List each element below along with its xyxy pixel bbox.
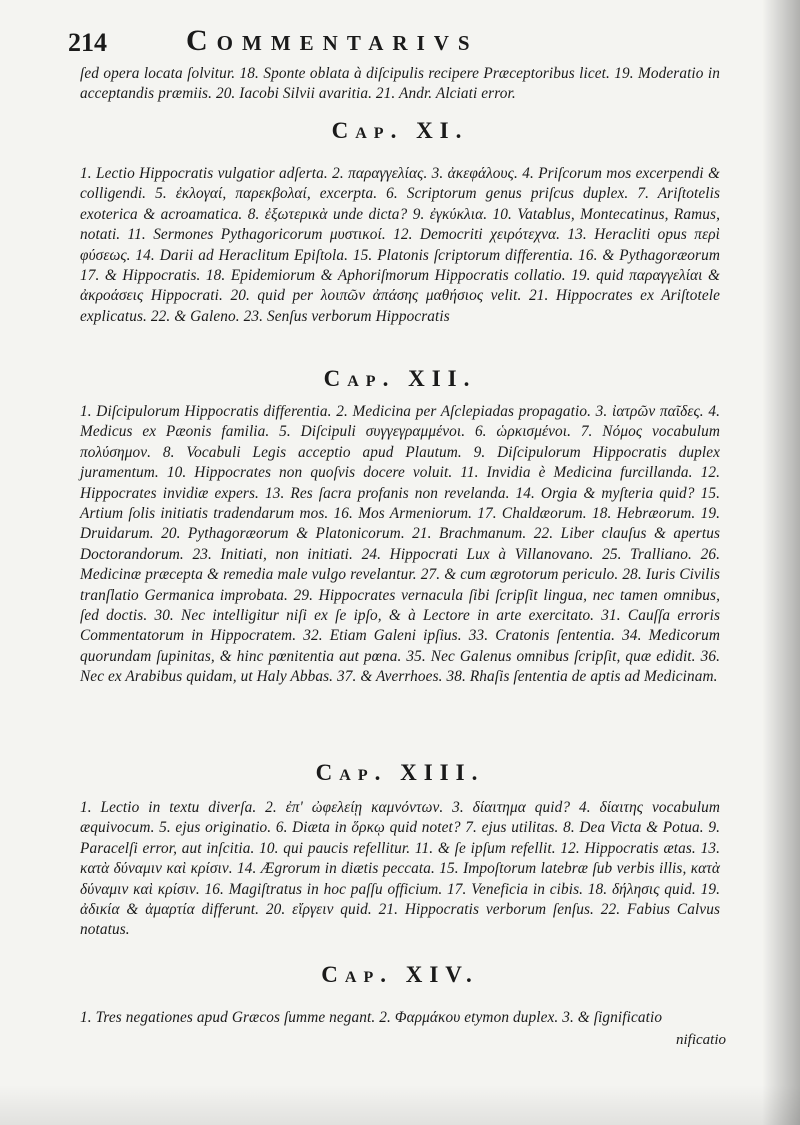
page-number: 214 — [68, 28, 107, 57]
page-bottom-shadow — [0, 1085, 800, 1125]
chapter-heading-xi: Cap. XI. — [331, 118, 469, 143]
chapter-summary-xiii: 1. Lectio in textu diverſa. 2. ἐπ' ὠφελείῃ καμνόντων. 3. δίαιτημα quid? 4. δίαιτης vocabulum æquivocum. 5. ejus originatio. 6. Diæta in ὅρκῳ quid notet? 7. ejus utilitas. 8. Dea Victa & Potua. 9. Paracelſi error, aut inſcitia. 10. qui paucis refellitur. 11. & ſe ipſum refellit. 12. Hippocratis ætas. 13. κατὰ δύναμιν καὶ κρίσιν. 14. Ægrorum in diætis peccata. 15. Impoſtorum latebræ ſub verbis illis, κατὰ δύναμιν καὶ κρίσιν. 16. Magiſtratus in hoc paſſu officium. 17. Veneficia in cibis. 18. δήλησις quid. 19. ἀδικία & ἀμαρτία differunt. 20. εἴργειν quid. 21. Hippocratis verborum ſenſus. 22. Fabius Calvus notatus. — [80, 799, 720, 939]
running-title: Commentarivs — [186, 24, 479, 57]
chapter-summary-xi: 1. Lectio Hippocratis vulgatior adſerta. 2. παραγγελίας. 3. ἀκεφάλους. 4. Priſcorum mos excerpendi & colligendi. 5. ἐκλογαί, παρεκβολαί, excerpta. 6. Scriptorum genus priſcus duplex. 7. Ariſtotelis exoterica & acroamatica. 8. ἐξωτερικὰ unde dicta? 9. ἐγκύκλια. 10. Vatablus, Montecatinus, Ramus, notati. 11. Sermones Pythagoricorum μυστικοί. 12. Democriti χειρότεχνα. 13. Heracliti opus περὶ φύσεως. 14. Darii ad Heraclitum Epiſtola. 15. Platonis ſcriptorum differentia. 16. & Pythagoræorum 17. & Hippocratis. 18. Epidemiorum & Aphoriſmorum Hippocratis collatio. 19. quid παραγγελίαι & ἀκροάσεις Hippocrati. 20. quid per λοιπῶν ἀπάσης μαθήσιος velit. 21. Hippocrates ex Ariſtotele explicatus. 22. & Galeno. 23. Senſus verborum Hippocratis — [80, 165, 720, 325]
chapter-summary-xiv: 1. Tres negationes apud Græcos ſumme negant. 2. Φαρμάκου etymon duplex. 3. & ſignificatio — [80, 1009, 663, 1026]
catchword: nificatio — [676, 1032, 726, 1048]
chapter-summary-xii: 1. Diſcipulorum Hippocratis differentia. 2. Medicina per Aſclepiadas propagatio. 3. ἰατρῶν παῖδες. 4. Medicus ex Pæonis familia. 5. Diſcipuli συγγεγραμμένοι. 6. ὡρκισμένοι. 7. Νόμος vocabulum πολύσημον. 8. Vocabuli Legis acceptio apud Plautum. 9. Diſcipulorum Hippocratis duplex juramentum. 10. Hippocrates non quoſvis docere voluit. 11. Invidia è Medicina furcillanda. 12. Hippocrates invidiæ expers. 13. Res ſacra profanis non revelanda. 14. Orgia & myſteria quid? 15. Artium ſolis initiatis tradendarum mos. 16. Mos Armeniorum. 17. Chaldæorum. 18. Hebræorum. 19. Druidarum. 20. Pythagoræorum & Platonicorum. 21. Brachmanum. 22. Liber clauſus & apertus Doctorandorum. 23. Initiati, non initiati. 24. Hippocrati Lux à Villanovano. 25. Tralliano. 26. Medicinæ præcepta & remedia male vulgo revelantur. 27. & cum ægrotorum periculo. 28. Iuris Civilis tranſlatio Germanica improbata. 29. Hippocrates vernacula ſibi ſcripſit lingua, nec tamen omnibus, ſed doctis. 30. Nec intelligitur niſi ex ſe ipſo, & à Lectore in arte exercitato. 31. Cauſſa erroris Commentatorum in Hippocratem. 32. Etiam Galeni ipſius. 33. Cratonis ſententia. 34. Medicorum quorundam ſupinitas, & hinc pœnitentia aut pœna. 35. Nec Galenus omnibus ſcripſit, quæ edidit. 36. Nec ex Arabibus quidam, ut Haly Abbas. 37. & Averrhoes. 38. Rhaſis ſententia de aptis ad Medicinam. — [80, 403, 720, 686]
page-header — [68, 22, 708, 62]
chapter-heading-xii: Cap. XII. — [323, 366, 477, 391]
page-edge-shadow — [762, 0, 800, 1125]
intro-paragraph: ſed opera locata ſolvitur. 18. Sponte oblata à diſcipulis recipere Præceptoribus licet. 19. Moderatio in acceptandis præmiis. 20. Iacobi Silvii avaritia. 21. Andr. Alciati error. — [80, 65, 720, 103]
chapter-heading-xiv: Cap. XIV. — [321, 962, 479, 987]
chapter-heading-xiii: Cap. XIII. — [315, 760, 485, 785]
